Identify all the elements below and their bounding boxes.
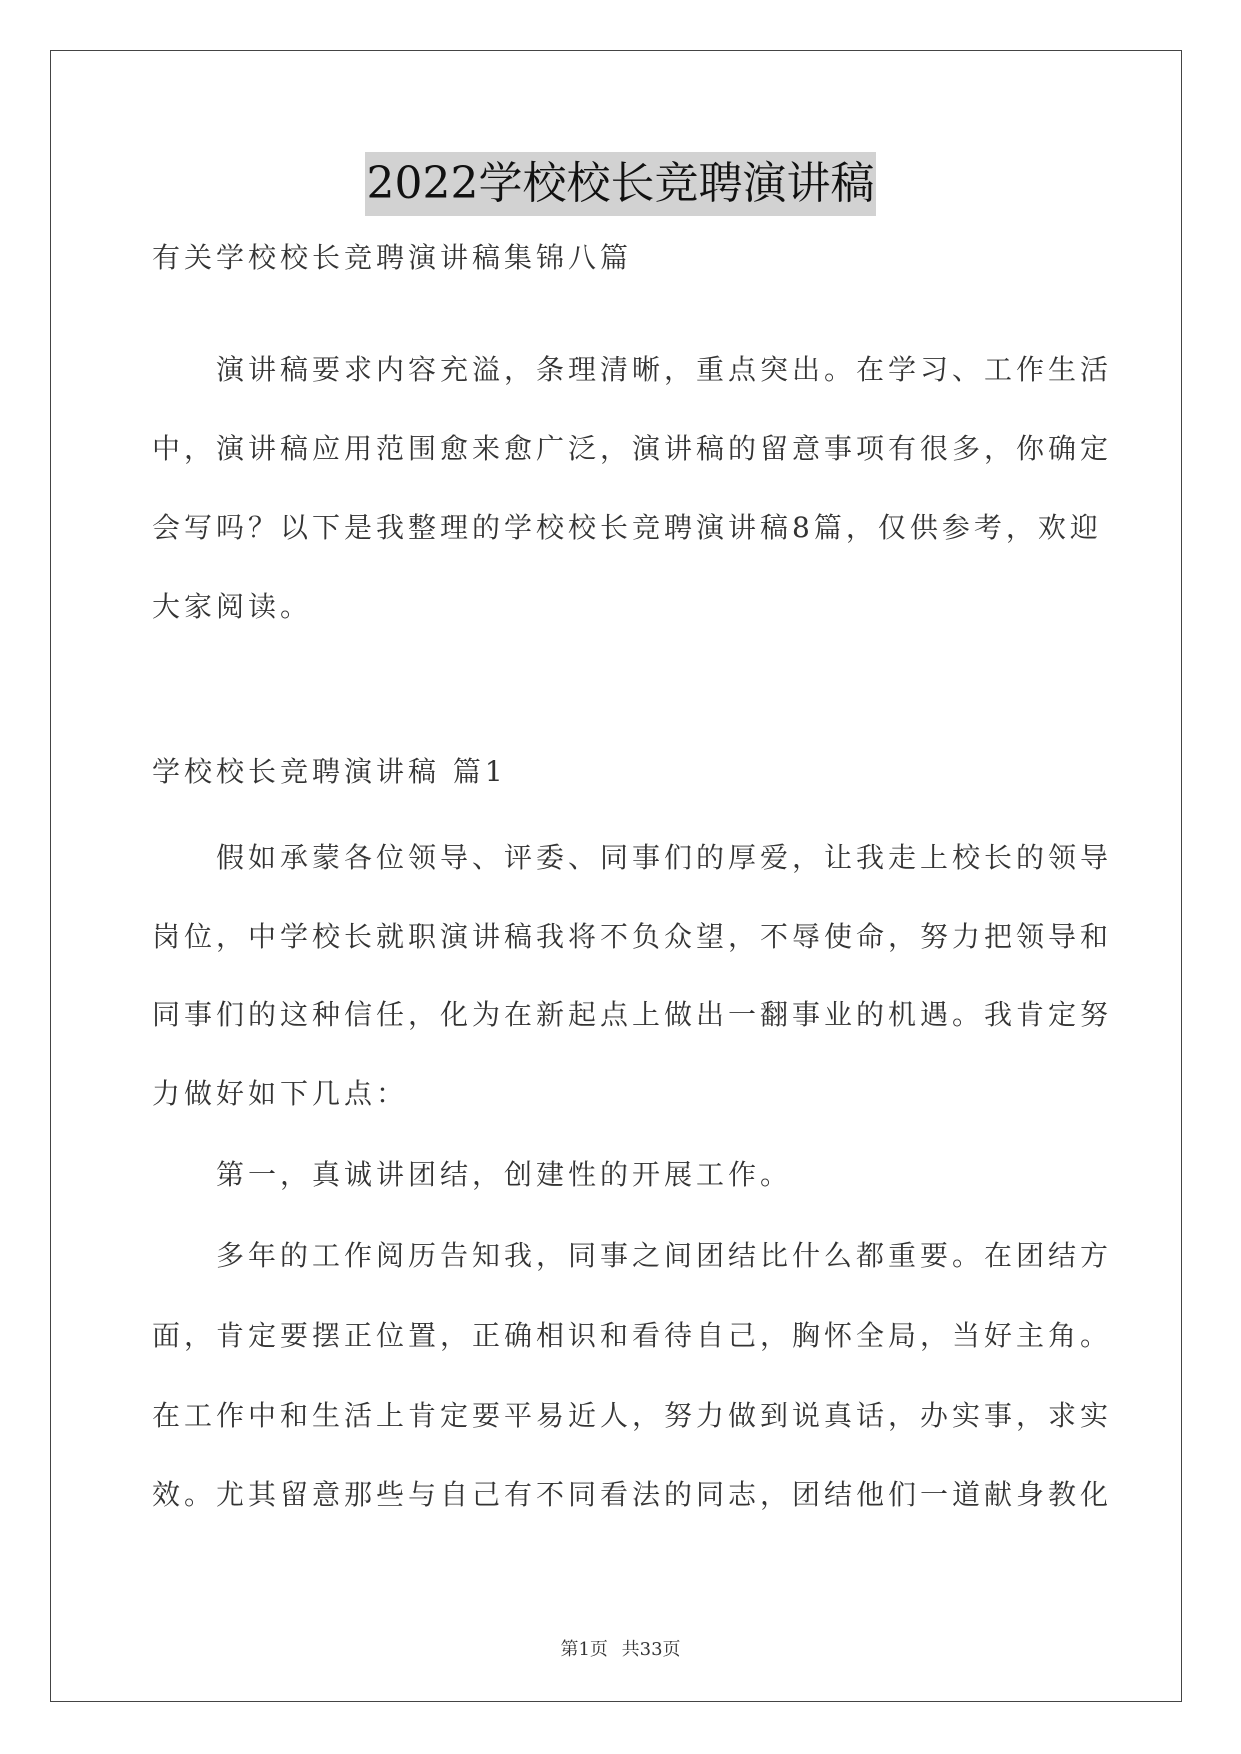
body-line-6: 多年的工作阅历告知我，同事之间团结比什么都重要。在团结方: [216, 1239, 1113, 1272]
intro-line-2: 中，演讲稿应用范围愈来愈广泛，演讲稿的留意事项有很多，你确定: [152, 432, 1113, 465]
body-line-4: 力做好如下几点：: [152, 1077, 409, 1110]
document-title: 2022学校校长竞聘演讲稿: [365, 152, 877, 216]
total-pages: 共33页: [621, 1639, 681, 1660]
body-line-2: 岗位，中学校长就职演讲稿我将不负众望，不辱使命，努力把领导和: [152, 920, 1113, 953]
document-subtitle: 有关学校校长竞聘演讲稿集锦八篇: [152, 241, 633, 274]
body-line-3: 同事们的这种信任，化为在新起点上做出一翻事业的机遇。我肯定努: [152, 998, 1113, 1031]
body-line-5: 第一，真诚讲团结，创建性的开展工作。: [216, 1158, 793, 1191]
body-line-9: 效。尤其留意那些与自己有不同看法的同志，团结他们一道献身教化: [152, 1478, 1113, 1511]
intro-line-1: 演讲稿要求内容充溢，条理清晰，重点突出。在学习、工作生活: [216, 353, 1113, 386]
intro-line-4: 大家阅读。: [152, 590, 313, 623]
page-number: 第1页: [560, 1639, 608, 1660]
intro-line-3: 会写吗？以下是我整理的学校校长竞聘演讲稿8篇，仅供参考，欢迎: [152, 511, 1102, 544]
body-line-7: 面，肯定要摆正位置，正确相识和看待自己，胸怀全局，当好主角。: [152, 1319, 1113, 1352]
page-footer: [0, 1638, 1241, 1662]
title-container: [0, 152, 1241, 216]
body-line-8: 在工作中和生活上肯定要平易近人，努力做到说真话，办实事，求实: [152, 1399, 1113, 1432]
section-heading: 学校校长竞聘演讲稿 篇1: [152, 755, 507, 788]
body-line-1: 假如承蒙各位领导、评委、同事们的厚爱，让我走上校长的领导: [216, 841, 1113, 874]
